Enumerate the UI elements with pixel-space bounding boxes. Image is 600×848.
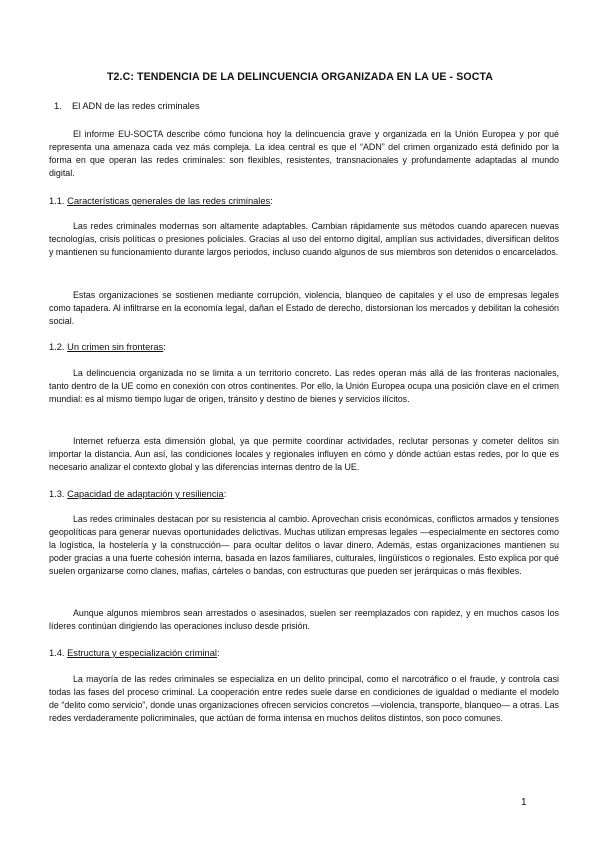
paragraph-1-1-a: Las redes criminales modernas son altamente adaptables. Cambian rápidamente sus métodos cuando aparecen nuevas tecnologías, crisis políticas o presiones policiales. Gracias al uso del entorno digital, amplían sus actividades, diversifican delitos y mantienen su funcionamiento durante largos periodos, incluso cuando algunos de sus miembros son detenidos o encarcelados. [49, 221, 559, 257]
subsection-title: Capacidad de adaptación y resiliencia [67, 489, 224, 499]
section-heading [54, 101, 200, 111]
subsection-number: 1.4. [49, 648, 65, 658]
paragraph-1-1-b: Estas organizaciones se sostienen mediante corrupción, violencia, blanqueo de capitales y el uso de empresas legales como tapadera. Al infiltrarse en la economía legal, dañan el Estado de derecho, distorsionan los mercados y debilitan la cohesión social. [49, 290, 559, 326]
paragraph-1-2-a: La delincuencia organizada no se limita a un territorio concreto. Las redes operan más allá de las fronteras nacionales, tanto dentro de la UE como en conexión con otros continentes. Por ello, la Unión Europea ocupa una posición clave en el crimen mundial: es al mismo tiempo lugar de origen, tránsito y destino de bienes y servicios ilícitos. [49, 368, 559, 404]
document-title: T2.C: TENDENCIA DE LA DELINCUENCIA ORGANIZADA EN LA UE - SOCTA [106, 71, 493, 83]
subsection-number: 1.3. [49, 489, 65, 499]
subsection-title: Un crimen sin fronteras [67, 342, 164, 352]
subsection-title: Características generales de las redes criminales [67, 196, 271, 206]
section-intro-paragraph: El informe EU-SOCTA describe cómo funciona hoy la delincuencia grave y organizada en la Unión Europea y por qué representa una amenaza cada vez más compleja. La idea central es que el “ADN” del crimen organizado está definido por la forma en que operan las redes criminales: son flexibles, resistentes, transnacionales y profundamente adaptadas al mundo digital. [49, 129, 559, 178]
section-number: 1. [54, 101, 62, 111]
paragraph-1-3-b: Aunque algunos miembros sean arrestados o asesinados, suelen ser reemplazados con rapidez, y en muchos casos los líderes continúan dirigiendo las operaciones incluso desde prisión. [49, 608, 559, 631]
section-title: El ADN de las redes criminales [72, 101, 200, 111]
subsection-heading-1-2: 1.2. Un crimen sin fronteras: [49, 342, 166, 352]
subsection-heading-1-4: 1.4. Estructura y especialización criminal: [49, 648, 220, 658]
subsection-heading-1-1: 1.1. Características generales de las redes criminales: [49, 196, 273, 206]
paragraph-1-2-b: Internet refuerza esta dimensión global, ya que permite coordinar actividades, reclutar personas y cometer delitos sin importar la distancia. Aun así, las condiciones locales y regionales influyen en cómo y dónde actúan estas redes, por lo que es necesario analizar el contexto global y las diferencias internas dentro de la UE. [49, 436, 559, 472]
paragraph-1-3-a: Las redes criminales destacan por su resistencia al cambio. Aprovechan crisis económicas, conflictos armados y tensiones geopolíticas para generar nuevas oportunidades delictivas. Muchas utilizan empresas legales —especialmente en sectores como la logística, la hostelería y la construcción— para ocultar delitos o lavar dinero. Además, estas organizaciones mantienen su poder gracias a una fuerte cohesión interna, basada en lazos familiares, culturales, lingüísticos o regionales. Esto explica por qué suelen organizarse como clanes, mafias, cárteles o bandas, con estructuras que pueden ser jerárquicas o más flexibles. [49, 514, 559, 576]
paragraph-1-4-a: La mayoría de las redes criminales se especializa en un delito principal, como el narcotráfico o el fraude, y controla casi todas las fases del proceso criminal. La cooperación entre redes suele darse en condiciones de igualdad o mediante el modelo de “delito como servicio”, donde unas organizaciones ofrecen servicios concretos —violencia, transporte, blanqueo— a otras. Las redes verdaderamente policriminales, que actúan de forma intensa en muchos delitos distintos, son poco comunes. [49, 674, 559, 723]
subsection-title: Estructura y especialización criminal [67, 648, 217, 658]
subsection-number: 1.1. [49, 196, 65, 206]
subsection-heading-1-3: 1.3. Capacidad de adaptación y resiliencia: [49, 489, 227, 499]
subsection-number: 1.2. [49, 342, 65, 352]
page-number: 1 [521, 797, 527, 808]
